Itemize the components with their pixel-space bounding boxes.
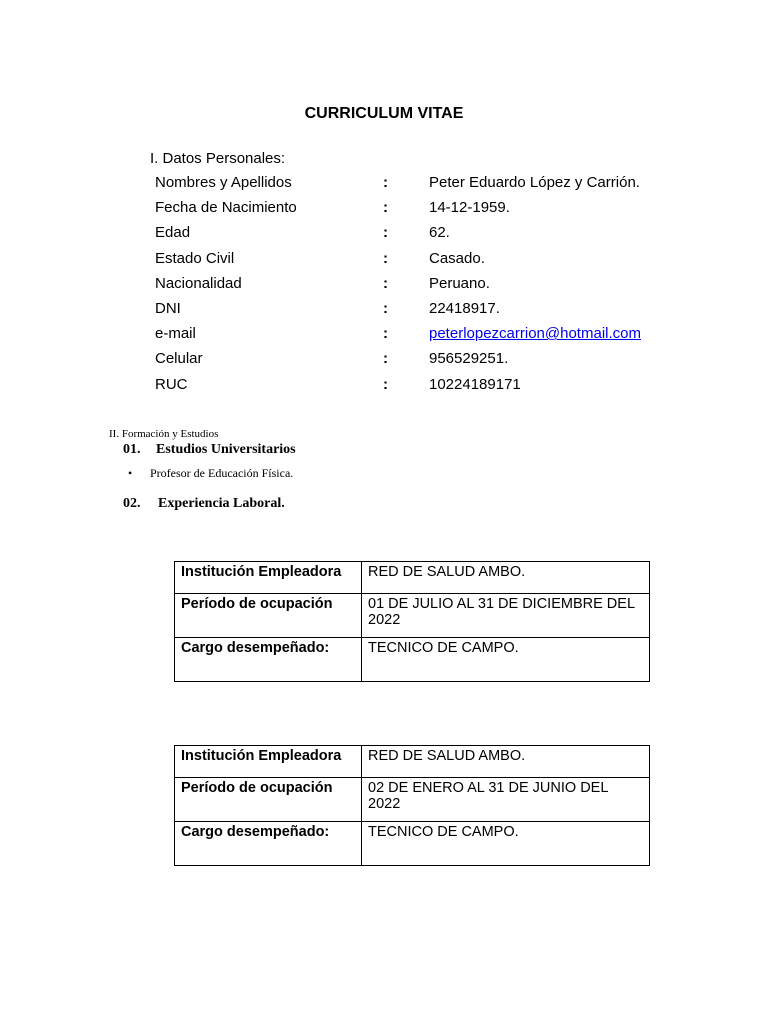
table-cell-label: Período de ocupación [175, 594, 362, 638]
table-cell-value: RED DE SALUD AMBO. [362, 746, 650, 778]
personal-row-email [155, 325, 695, 350]
personal-row-phone [155, 350, 695, 375]
table-cell-value: TECNICO DE CAMPO. [362, 638, 650, 682]
field-separator: : [383, 375, 388, 393]
field-value: 62. [429, 224, 450, 242]
table-row [175, 594, 650, 638]
table-cell-label: Institución Empleadora [175, 562, 362, 594]
email-link[interactable]: peterlopezcarrion@hotmail.com [429, 325, 641, 343]
table-cell-value: RED DE SALUD AMBO. [362, 562, 650, 594]
table-cell-value: 01 DE JULIO AL 31 DE DICIEMBRE DEL 2022 [362, 594, 650, 638]
field-separator: : [383, 174, 388, 191]
job-table [174, 745, 650, 866]
bullet-icon: • [128, 466, 133, 480]
personal-row-civil-status [155, 250, 695, 275]
field-value: Peruano. [429, 274, 490, 292]
table-row [175, 562, 650, 594]
field-separator: : [383, 325, 388, 343]
field-separator: : [383, 199, 388, 217]
section-title: Experiencia Laboral. [158, 496, 285, 511]
personal-row-nationality [155, 275, 695, 300]
field-label: Edad [155, 224, 191, 242]
table-cell-value: 02 DE ENERO AL 31 DE JUNIO DEL 2022 [362, 778, 650, 822]
table-cell-value: TECNICO DE CAMPO. [362, 822, 650, 866]
table-row [175, 746, 650, 778]
personal-row-ruc [155, 376, 695, 401]
field-value: Casado. [429, 249, 485, 267]
field-separator: : [383, 249, 388, 267]
university-studies-heading [123, 442, 296, 458]
list-item-text: Profesor de Educación Física. [150, 466, 294, 480]
field-value: 956529251. [429, 350, 509, 368]
field-label: Fecha de Nacimiento [155, 199, 297, 217]
field-label: e-mail [155, 325, 196, 343]
table-cell-label: Cargo desempeñado: [175, 822, 362, 866]
personal-data-list [155, 174, 695, 401]
field-label: Estado Civil [155, 249, 235, 267]
field-separator: : [383, 350, 388, 368]
personal-row-name [155, 174, 695, 199]
table-cell-label: Cargo desempeñado: [175, 638, 362, 682]
field-value: 22418917. [429, 299, 500, 317]
field-label: Celular [155, 350, 203, 368]
section-number: 02. [123, 496, 141, 511]
field-label: Nacionalidad [155, 274, 242, 292]
document-title: CURRICULUM VITAE [304, 105, 464, 122]
table-row [175, 822, 650, 866]
table-cell-label: Institución Empleadora [175, 746, 362, 778]
personal-row-dni [155, 300, 695, 325]
table-row [175, 638, 650, 682]
education-heading: II. Formación y Estudios [109, 428, 219, 440]
field-separator: : [383, 274, 388, 292]
list-item [128, 466, 293, 481]
field-label: RUC [155, 375, 188, 393]
field-label: DNI [155, 299, 181, 317]
section-title: Estudios Universitarios [156, 442, 296, 457]
field-value: 14-12-1959. [429, 199, 510, 217]
table-cell-label: Período de ocupación [175, 778, 362, 822]
field-label: Nombres y Apellidos [155, 174, 292, 191]
personal-row-age [155, 224, 695, 249]
job-table [174, 561, 650, 682]
field-value: Peter Eduardo López y Carrión. [429, 174, 640, 191]
field-separator: : [383, 224, 388, 242]
work-experience-heading [123, 496, 285, 512]
section-number: 01. [123, 442, 141, 457]
field-separator: : [383, 299, 388, 317]
personal-data-heading: I. Datos Personales: [150, 150, 286, 167]
table-row [175, 778, 650, 822]
field-value: 10224189171 [429, 375, 521, 393]
personal-row-birthdate [155, 199, 695, 224]
